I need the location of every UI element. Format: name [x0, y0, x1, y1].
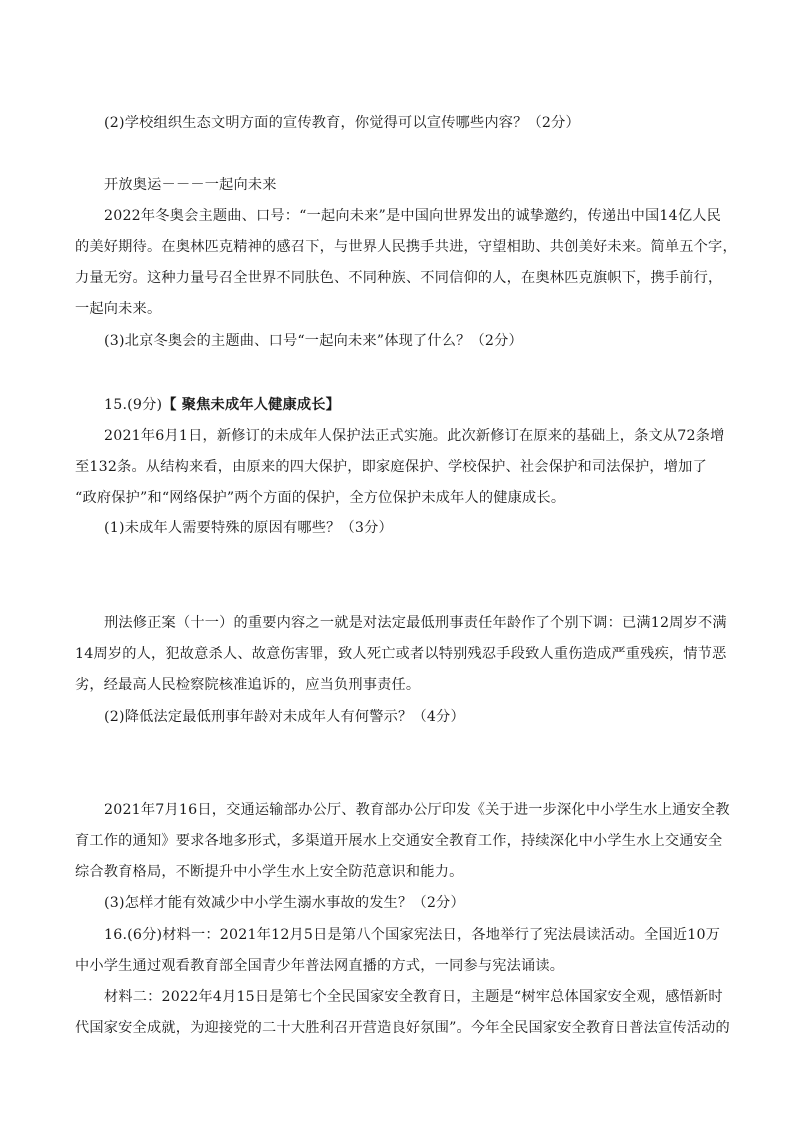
paragraph-line: 2022年冬奥会主题曲、口号：“一起向未来”是中国向世界发出的诚挚邀约，传递出中国14亿人民 [104, 208, 721, 224]
question-15-part-1: (1)未成年人需要特殊的原因有哪些？（3分） [104, 520, 393, 536]
question-15-part-3: (3)怎样才能有效减少中小学生溺水事故的发生？（2分） [104, 895, 465, 911]
paragraph-line: 力量无穷。这种力量号召全世界不同肤色、不同种族、不同信仰的人，在奥林匹克旗帜下，携手前行， [75, 270, 723, 286]
question-15-header [104, 394, 724, 416]
paragraph-line: 一起向未来。 [75, 301, 162, 317]
question-15-part-2: (2)降低法定最低刑事年龄对未成年人有何警示？（4分） [104, 709, 465, 725]
paragraph-line: 16.(6分)材料一：2021年12月5日是第八个国家宪法日，各地举行了宪法晨读活动。全国近10万 [104, 927, 721, 943]
section-title: 开放奥运－－－一起向未来 [104, 177, 277, 193]
paragraph-line: 刑法修正案（十一）的重要内容之一就是对法定最低刑事责任年龄作了个别下调：已满12周岁不满 [104, 615, 727, 631]
paragraph-line: 14周岁的人，犯故意杀人、故意伤害罪，致人死亡或者以特别残忍手段致人重伤造成严重残疾，情节恶 [75, 646, 727, 662]
paragraph-line: 材料二：2022年4月15日是第七个全民国家安全教育日，主题是“树牢总体国家安全观，感悟新时 [104, 989, 723, 1005]
paragraph-line: 育工作的通知》要求各地多形式，多渠道开展水上交通安全教育工作，持续深化中小学生水上交通安全 [75, 833, 723, 849]
paragraph-line: 的美好期待。在奥林匹克精神的感召下，与世界人民携手共进，守望相助、共创美好未来。简单五个字， [75, 239, 737, 255]
paragraph-line: 代国家安全成就，为迎接党的二十大胜利召开营造良好氛围”。今年全民国家安全教育日普法宣传活动的 [75, 1020, 730, 1036]
question-14-part-3: (3)北京冬奥会的主题曲、口号“一起向未来”体现了什么？（2分） [104, 333, 523, 349]
paragraph-line: 2021年7月16日，交通运输部办公厅、教育部办公厅印发《关于进一步深化中小学生水上通安全教 [104, 802, 730, 818]
paragraph-line: 2021年6月1日，新修订的未成年人保护法正式实施。此次新修订在原来的基础上，条文从72条增 [104, 428, 725, 444]
paragraph-line: 综合教育格局，不断提升中小学生水上安全防范意识和能力。 [75, 864, 464, 880]
paragraph-line: 中小学生通过观看教育部全国青少年普法网直播的方式，一同参与宪法诵读。 [75, 958, 565, 974]
paragraph-line: 至132条。从结构来看，由原来的四大保护，即家庭保护、学校保护、社会保护和司法保护，增加了 [75, 459, 707, 475]
paragraph-line: 劣，经最高人民检察院核准追诉的，应当负刑事责任。 [75, 677, 421, 693]
question-14-part-2: (2)学校组织生态文明方面的宣传教育，你觉得可以宣传哪些内容？（2分） [104, 115, 580, 131]
question-topic: 【 聚焦未成年人健康成长】 [162, 397, 341, 413]
paragraph-line: “政府保护”和“网络保护”两个方面的保护，全方位保护未成年人的健康成长。 [75, 490, 566, 506]
question-number: 15.(9分) [104, 397, 163, 413]
